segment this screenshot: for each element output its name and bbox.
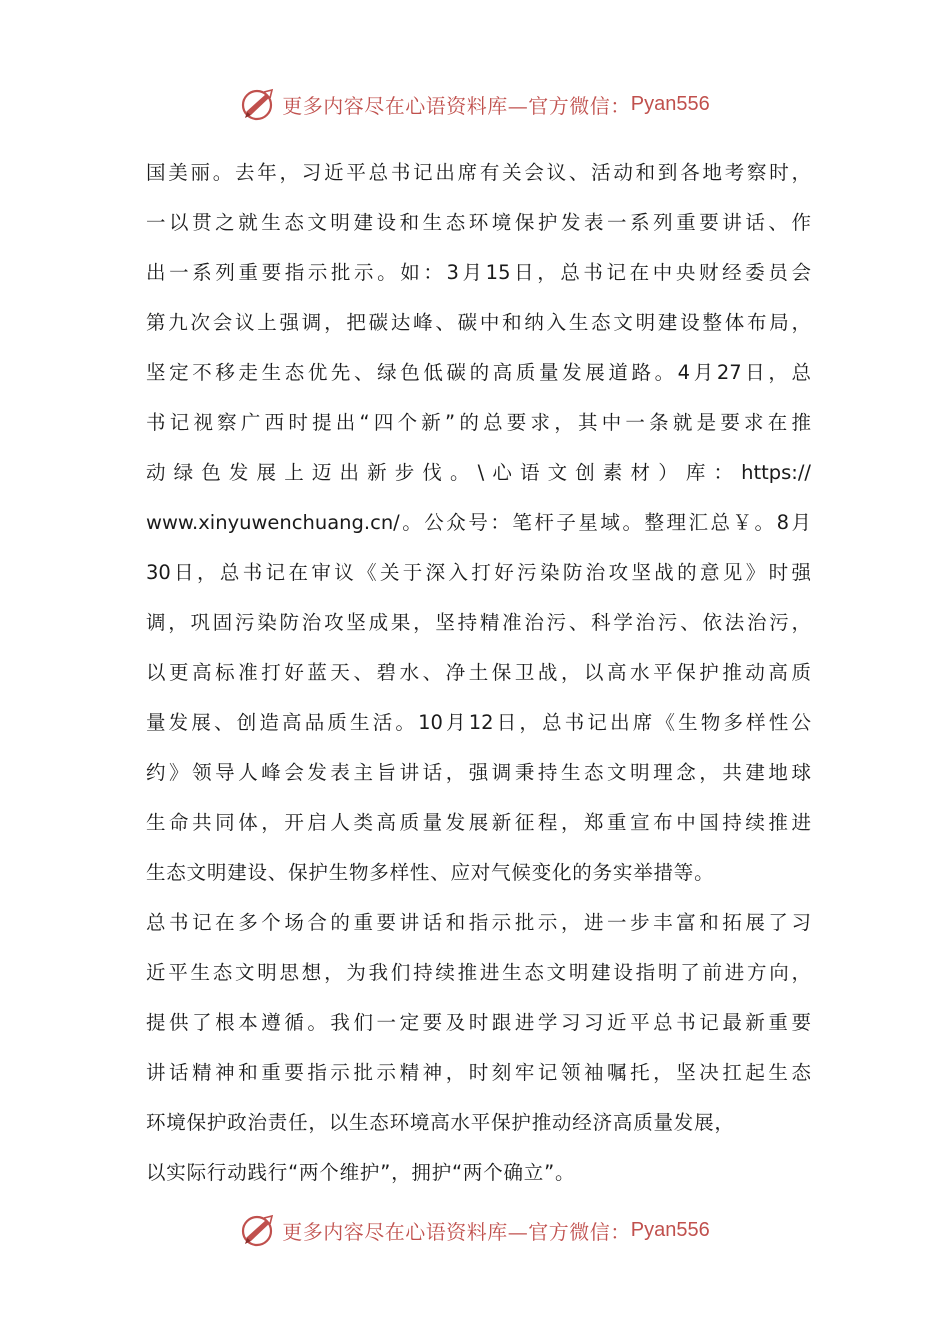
document-body [146,148,811,1198]
body-line: 一以贯之就生态文明建设和生态环境保护发表一系列重要讲话、作 [146,211,811,234]
body-line: 约》领导人峰会发表主旨讲话，强调秉持生态文明理念，共建地球 [146,761,811,784]
body-line: 书记视察广西时提出“四个新”的总要求，其中一条就是要求在推 [146,411,811,434]
body-line: 近平生态文明思想，为我们持续推进生态文明建设指明了前进方向， [146,961,811,984]
body-line: 以更高标准打好蓝天、碧水、净土保卫战，以高水平保护推动高质 [146,661,811,684]
body-line: www.xinyuwenchuang.cn/。公众号：笔杆子星域。整理汇总￥。8月 [146,511,811,534]
body-line: 调，巩固污染防治攻坚成果，坚持精准治污、科学治污、依法治污， [146,611,811,634]
footer-banner-wechat-id: Pyan556 [630,1218,710,1241]
pen-logo-icon [240,86,276,122]
body-line: 以实际行动践行“两个维护”，拥护“两个确立”。 [146,1161,576,1184]
body-line: 第九次会议上强调，把碳达峰、碳中和纳入生态文明建设整体布局， [146,311,811,334]
body-line: 讲话精神和重要指示批示精神，时刻牢记领袖嘱托，坚决扛起生态 [146,1061,811,1084]
body-line: 国美丽。去年，习近平总书记出席有关会议、活动和到各地考察时， [146,161,811,184]
header-banner [0,82,950,126]
header-banner-text: 更多内容尽在心语资料库—官方微信： [282,93,631,118]
body-line: 出一系列重要指示批示。如：3月15日，总书记在中央财经委员会 [146,261,811,284]
body-line: 总书记在多个场合的重要讲话和指示批示，进一步丰富和拓展了习 [146,911,811,934]
header-banner-wechat-id: Pyan556 [630,92,710,115]
footer-banner [0,1208,950,1252]
body-line: 生命共同体，开启人类高质量发展新征程，郑重宣布中国持续推进 [146,811,811,834]
body-line: 量发展、创造高品质生活。10月12日，总书记出席《生物多样性公 [146,711,811,734]
body-line: 30日，总书记在审议《关于深入打好污染防治攻坚战的意见》时强 [146,561,811,584]
body-line: 动绿色发展上迈出新步伐。\心语文创素材）库：https:// [146,461,811,484]
body-line: 环境保护政治责任，以生态环境高水平保护推动经济高质量发展， [146,1111,735,1134]
body-line: 生态文明建设、保护生物多样性、应对气候变化的务实举措等。 [146,861,715,884]
footer-banner-text: 更多内容尽在心语资料库—官方微信： [282,1219,631,1244]
body-line: 提供了根本遵循。我们一定要及时跟进学习习近平总书记最新重要 [146,1011,811,1034]
pen-logo-icon [240,1212,276,1248]
body-line: 坚定不移走生态优先、绿色低碳的高质量发展道路。4月27日，总 [146,361,811,384]
